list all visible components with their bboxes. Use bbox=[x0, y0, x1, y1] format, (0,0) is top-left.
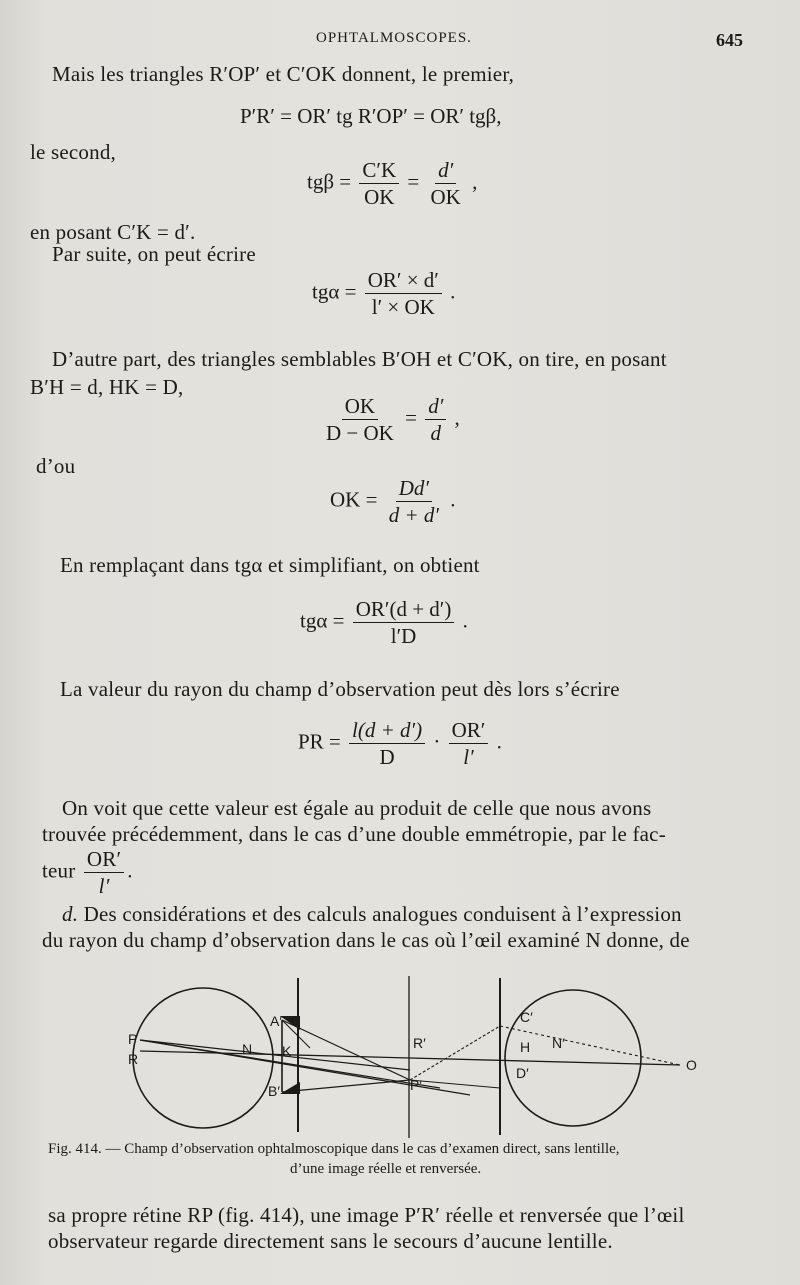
equation bbox=[307, 158, 477, 209]
denominator: OK bbox=[364, 185, 395, 209]
denominator: l′ × OK bbox=[371, 295, 435, 319]
denominator: d + d′ bbox=[388, 503, 439, 527]
paragraph-text: La valeur du rayon du champ d’observation peut dès lors s’écrire bbox=[60, 677, 620, 701]
paragraph-text: du rayon du champ d’observation dans le cas où l’œil examiné N donne, de bbox=[42, 928, 690, 952]
fraction bbox=[449, 718, 489, 769]
paragraph-text: en posant C′K = d′. bbox=[30, 220, 196, 244]
paragraph-text bbox=[42, 847, 133, 898]
label-P: P bbox=[128, 1031, 138, 1047]
paragraph-text: d’ou bbox=[36, 454, 76, 478]
equation-lhs: tgα = bbox=[300, 608, 345, 633]
equation bbox=[320, 394, 460, 445]
denominator: OK bbox=[430, 185, 461, 209]
ray-line bbox=[140, 1040, 410, 1070]
numerator: OR′ bbox=[84, 847, 124, 873]
paragraph-text bbox=[62, 902, 682, 927]
label-A-prime: A′ bbox=[270, 1013, 282, 1029]
fraction bbox=[359, 158, 399, 209]
running-title: OPHTALMOSCOPES. bbox=[316, 30, 472, 46]
numerator: Dd′ bbox=[396, 476, 432, 502]
label-N: N bbox=[242, 1041, 253, 1057]
paragraph-text: B′H = d, HK = D, bbox=[30, 375, 184, 399]
numerator: d′ bbox=[435, 158, 456, 184]
denominator: D bbox=[379, 745, 395, 769]
label-C-prime: C′ bbox=[520, 1009, 533, 1025]
paragraph-text: D’autre part, des triangles semblables B′OH et C′OK, on tire, en posant bbox=[52, 347, 667, 371]
denominator: l′D bbox=[390, 624, 417, 648]
denominator: l′ bbox=[463, 745, 474, 769]
paragraph-text: observateur regarde directement sans le secours d’aucune lentille. bbox=[48, 1229, 613, 1253]
text-fragment: Des considérations et des calculs analogues conduisent à l’expression bbox=[83, 902, 682, 926]
fraction bbox=[323, 394, 397, 445]
punctuation: , bbox=[454, 405, 460, 430]
numerator: OR′(d + d′) bbox=[353, 597, 455, 623]
punctuation: . bbox=[462, 608, 468, 633]
label-N-prime: N′ bbox=[552, 1035, 565, 1051]
denominator: l′ bbox=[98, 874, 110, 898]
fraction bbox=[84, 847, 124, 898]
label-D-prime: D′ bbox=[516, 1065, 529, 1081]
numerator: C′K bbox=[359, 158, 399, 184]
numerator: OK bbox=[342, 394, 378, 420]
fraction bbox=[386, 476, 442, 527]
label-R: R bbox=[128, 1051, 139, 1067]
label-O: O bbox=[686, 1057, 697, 1073]
fraction bbox=[428, 158, 464, 209]
numerator: l(d + d′) bbox=[349, 718, 425, 744]
punctuation: . bbox=[450, 279, 456, 304]
equation bbox=[330, 476, 455, 527]
equation-lhs: PR = bbox=[298, 729, 341, 754]
page-number: 645 bbox=[716, 30, 743, 50]
equation-lhs: tgβ = bbox=[307, 169, 352, 194]
label-P-prime: P′ bbox=[410, 1077, 422, 1093]
section-label: d. bbox=[62, 902, 79, 926]
equation bbox=[312, 268, 455, 319]
equation: P′R′ = OR′ tg R′OP′ = OR′ tgβ, bbox=[240, 104, 502, 128]
punctuation: . bbox=[450, 487, 456, 512]
fraction bbox=[353, 597, 455, 648]
paragraph-text: Mais les triangles R′OP′ et C′OK donnent, le premier, bbox=[52, 62, 515, 86]
punctuation: , bbox=[472, 169, 478, 194]
paragraph-text: le second, bbox=[30, 140, 116, 164]
label-R-prime: R′ bbox=[413, 1035, 426, 1051]
numerator: d′ bbox=[425, 394, 446, 420]
equation-lhs: tgα = bbox=[312, 279, 357, 304]
paragraph-text: Par suite, on peut écrire bbox=[52, 242, 256, 266]
equals-sign: = bbox=[407, 169, 420, 194]
equals-sign: = bbox=[405, 405, 417, 430]
figure-caption: d’une image réelle et renversée. bbox=[290, 1161, 482, 1177]
paragraph-text: sa propre rétine RP (fig. 414), une image P′R′ réelle et renversée que l’œil bbox=[48, 1203, 685, 1227]
paragraph-text: trouvée précédemment, dans le cas d’une double emmétropie, par le fac- bbox=[42, 822, 666, 846]
figure-caption: Fig. 414. — Champ d’observation ophtalmoscopique dans le cas d’examen direct, sans lentille, bbox=[48, 1141, 620, 1157]
text-fragment: teur bbox=[42, 858, 76, 883]
fraction bbox=[365, 268, 442, 319]
multiplication-dot: · bbox=[433, 729, 441, 754]
equation-lhs: OK = bbox=[330, 487, 378, 512]
fraction bbox=[349, 718, 425, 769]
ray-line bbox=[282, 1020, 410, 1080]
paragraph-text: En remplaçant dans tgα et simplifiant, on obtient bbox=[60, 553, 480, 577]
fraction bbox=[425, 394, 446, 445]
ray-line bbox=[282, 1080, 410, 1092]
paragraph-text: On voit que cette valeur est égale au produit de celle que nous avons bbox=[62, 796, 652, 820]
equation bbox=[300, 597, 468, 648]
numerator: OR′ × d′ bbox=[365, 268, 442, 294]
equation bbox=[298, 718, 502, 769]
figure-414-diagram bbox=[120, 970, 740, 1138]
label-H: H bbox=[520, 1039, 531, 1055]
denominator: d bbox=[430, 421, 441, 445]
numerator: OR′ bbox=[449, 718, 489, 744]
punctuation: . bbox=[127, 858, 133, 883]
denominator: D − OK bbox=[326, 421, 394, 445]
punctuation: . bbox=[496, 729, 502, 754]
label-K: K bbox=[282, 1043, 292, 1059]
label-B-prime: B′ bbox=[268, 1083, 280, 1099]
